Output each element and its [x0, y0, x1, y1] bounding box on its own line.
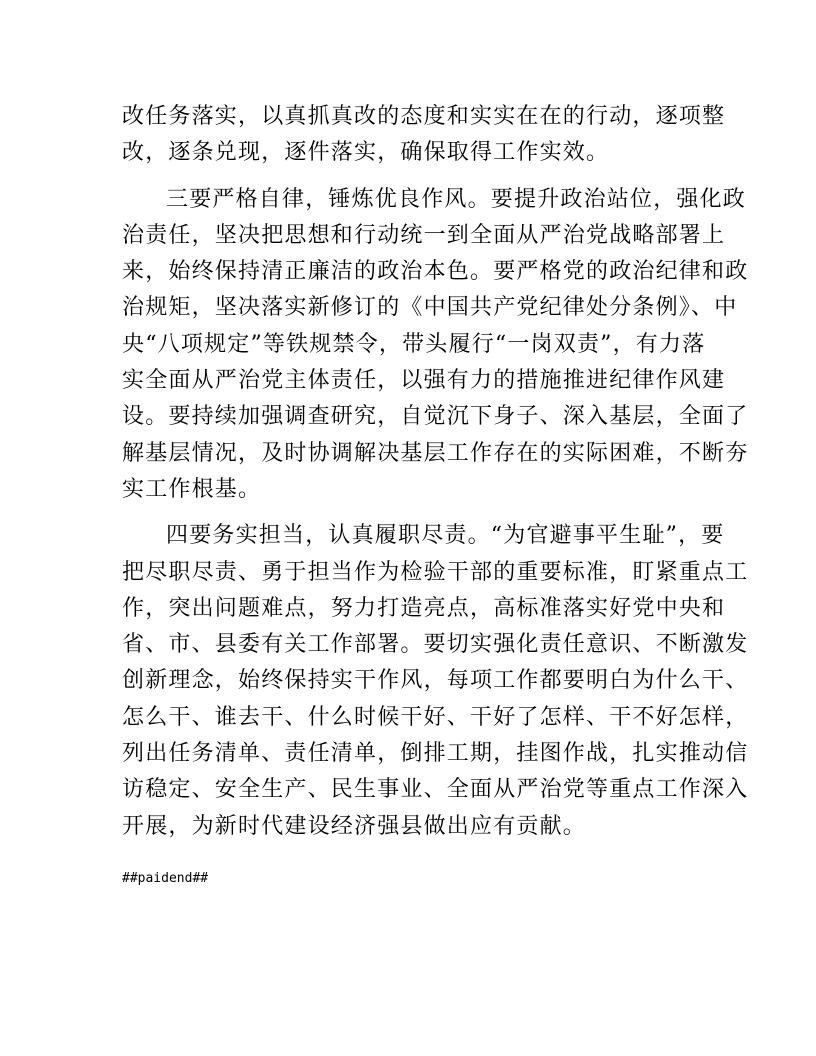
text-line: 治规矩，坚决落实新修订的《中国共产党纪律处分条例》、中 [122, 295, 738, 321]
paragraph-2 [122, 182, 749, 509]
text-line: 来，始终保持清正廉洁的政治本色。要严格党的政治纪律和政 [122, 259, 749, 285]
text-line: 怎么干、谁去干、什么时候干好、干好了怎样、干不好怎样， [122, 704, 749, 730]
paragraph-3 [122, 518, 749, 845]
text-line: 作，突出问题难点，努力打造亮点，高标准落实好党中央和 [122, 595, 726, 621]
text-line: 实工作根基。 [122, 476, 262, 502]
text-line: 实全面从严治党主体责任，以强有力的措施推进纪律作风建 [122, 368, 726, 394]
text-line: 把尽职尽责、勇于担当作为检验干部的重要标准，盯紧重点工 [122, 559, 749, 585]
text-line: 三要严格自律，锤炼优良作风。要提升政治站位，强化政 [166, 186, 747, 212]
document-body [122, 99, 749, 845]
text-line: 四要务实担当，认真履职尽责。“为官避事平生耻”，要 [166, 523, 725, 549]
paragraph-1 [122, 99, 726, 172]
text-line: 解基层情况，及时协调解决基层工作存在的实际困难，不断夯 [122, 440, 749, 466]
text-line: 省、市、县委有关工作部署。要切实强化责任意识、不断激发 [122, 632, 749, 658]
text-line: 治责任，坚决把思想和行动统一到全面从严治党战略部署上 [122, 222, 726, 248]
text-line: 设。要持续加强调查研究，自觉沉下身子、深入基层，全面了 [122, 404, 749, 430]
text-line: 央“八项规定”等铁规禁令，带头履行“一岗双责”，有力落 [122, 331, 706, 357]
text-line: 访稳定、安全生产、民生事业、全面从严治党等重点工作深入 [122, 777, 749, 803]
text-line: 创新理念，始终保持实干作风，每项工作都要明白为什么干、 [122, 668, 749, 694]
text-line: 开展，为新时代建设经济强县做出应有贡献。 [122, 813, 587, 839]
text-line: 改任务落实，以真抓真改的态度和实实在在的行动，逐项整 [122, 104, 726, 129]
text-line: 列出任务清单、责任清单，倒排工期，挂图作战，扎实推动信 [122, 741, 749, 767]
text-line: 改，逐条兑现，逐件落实，确保取得工作实效。 [122, 140, 610, 166]
end-marker: ##paidend## [122, 871, 209, 886]
